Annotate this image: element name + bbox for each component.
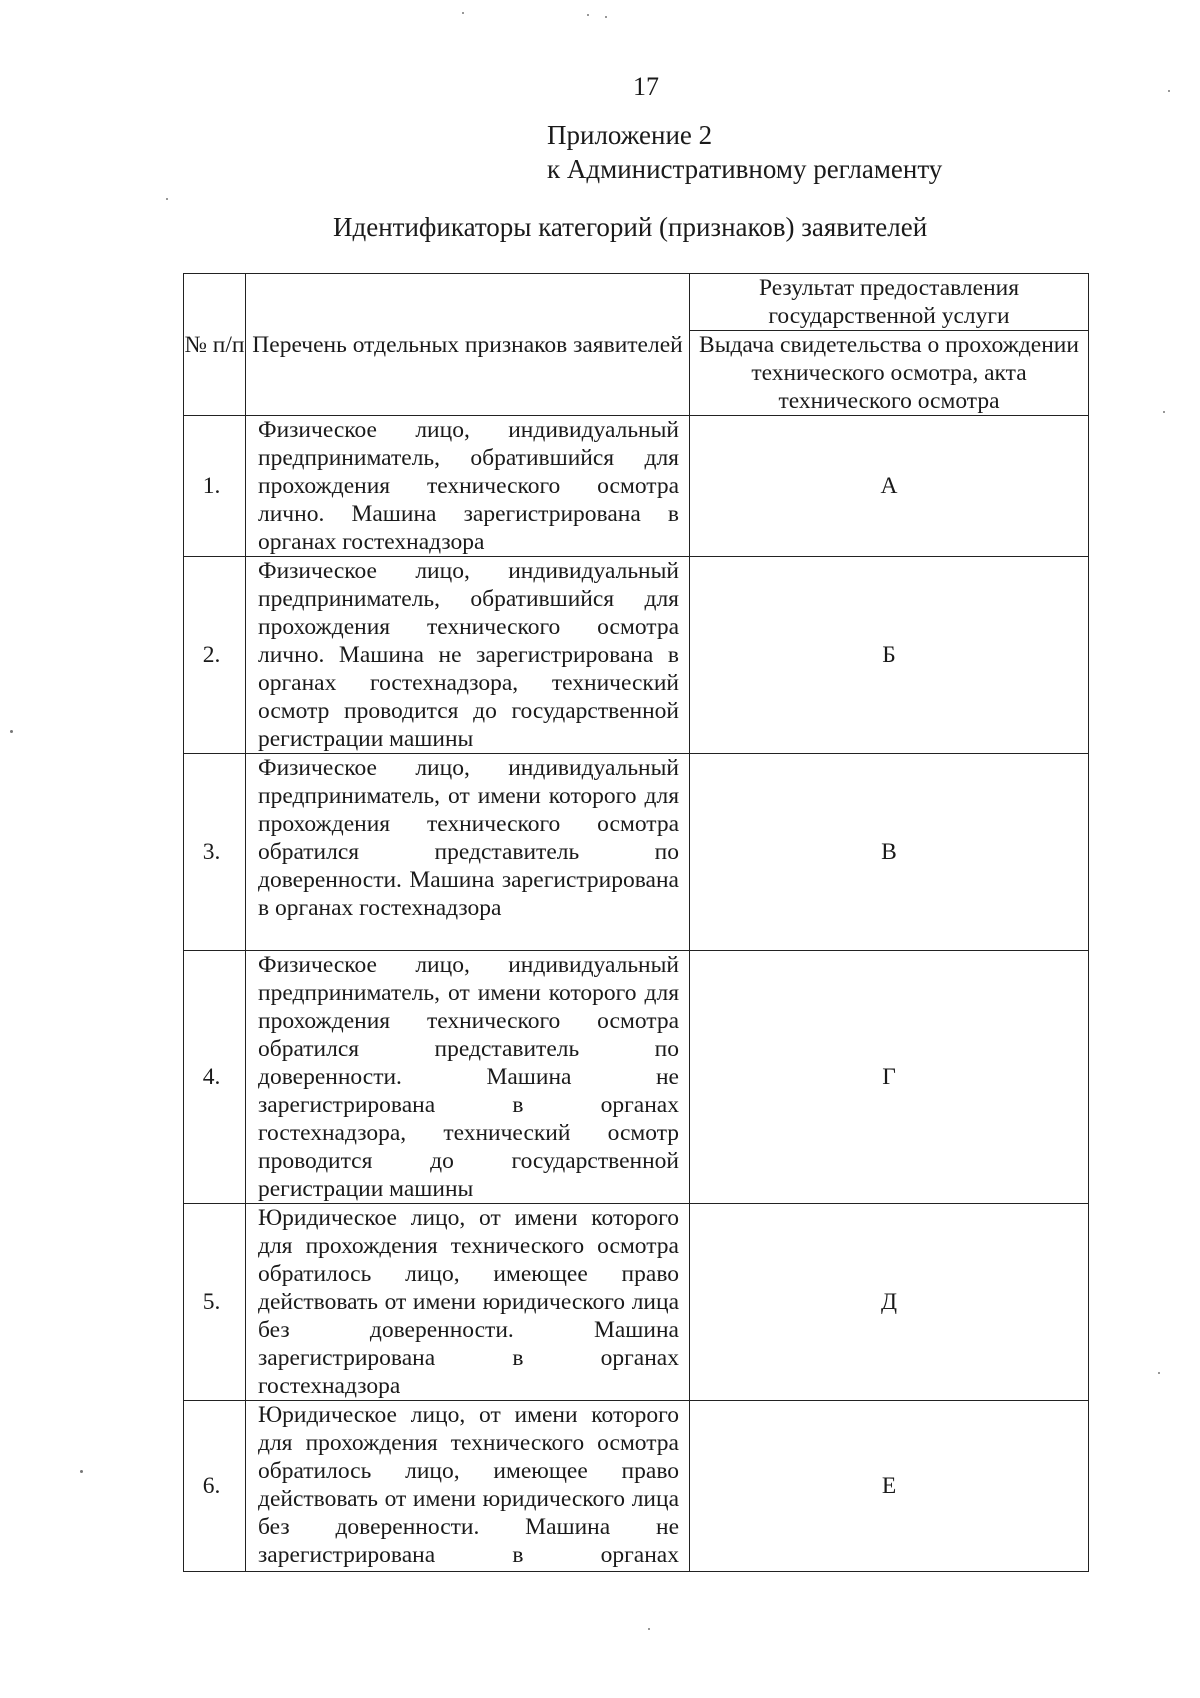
applicant-categories-table bbox=[183, 273, 1089, 1572]
table-row bbox=[184, 416, 1089, 557]
row-result-code: А bbox=[690, 416, 1089, 557]
row-number: 6. bbox=[184, 1401, 246, 1572]
scan-speck bbox=[10, 730, 13, 733]
row-result-code: Д bbox=[690, 1204, 1089, 1401]
row-number: 5. bbox=[184, 1204, 246, 1401]
header-result-group: Результат предоставления государственной услуги bbox=[690, 274, 1089, 331]
scan-speck bbox=[462, 12, 464, 14]
row-number: 3. bbox=[184, 754, 246, 951]
row-number: 2. bbox=[184, 557, 246, 754]
appendix-line-2: к Административному регламенту bbox=[547, 154, 943, 184]
row-description: Физическое лицо, индивидуальный предприниматель, от имени которого для прохождения технического осмотра обратился представитель по доверенности. Машина не зарегистрирована в органах гостехнадзора, технический осмотр проводится до государственной регистрации машины bbox=[246, 951, 690, 1204]
appendix-caption bbox=[547, 118, 942, 186]
row-result-code: В bbox=[690, 754, 1089, 951]
row-number: 1. bbox=[184, 416, 246, 557]
row-description: Юридическое лицо, от имени которого для прохождения технического осмотра обратилось лицо, имеющее право действовать от имени юридического лица без доверенности. Машина не зарегистрирована в органах bbox=[246, 1401, 690, 1572]
scan-speck bbox=[1163, 411, 1165, 413]
scan-speck bbox=[1168, 90, 1170, 92]
table-row bbox=[184, 951, 1089, 1204]
document-title: Идентификаторы категорий (признаков) заявителей bbox=[333, 212, 928, 242]
table-row bbox=[184, 1401, 1089, 1572]
row-result-code: Е bbox=[690, 1401, 1089, 1572]
appendix-line-1: Приложение 2 bbox=[547, 120, 713, 150]
row-result-code: Г bbox=[690, 951, 1089, 1204]
scan-speck bbox=[605, 16, 607, 18]
row-description: Юридическое лицо, от имени которого для прохождения технического осмотра обратилось лицо, имеющее право действовать от имени юридического лица без доверенности. Машина зарегистрирована в органах гостехнадзора bbox=[246, 1204, 690, 1401]
page-number: 17 bbox=[633, 72, 659, 101]
row-description: Физическое лицо, индивидуальный предприниматель, обратившийся для прохождения технического осмотра лично. Машина зарегистрирована в органах гостехнадзора bbox=[246, 416, 690, 557]
scan-speck bbox=[166, 198, 168, 200]
table-row bbox=[184, 1204, 1089, 1401]
row-description: Физическое лицо, индивидуальный предприниматель, обратившийся для прохождения технического осмотра лично. Машина не зарегистрирована в органах гостехнадзора, технический осмотр проводится до государственной регистрации машины bbox=[246, 557, 690, 754]
header-number: № п/п bbox=[184, 274, 246, 416]
row-description: Физическое лицо, индивидуальный предприниматель, от имени которого для прохождения технического осмотра обратился представитель по доверенности. Машина зарегистрирована в органах гостехнадзора bbox=[246, 754, 690, 951]
header-description: Перечень отдельных признаков заявителей bbox=[246, 274, 690, 416]
scan-speck bbox=[587, 14, 589, 16]
scan-speck bbox=[80, 1470, 83, 1473]
table-header-row bbox=[184, 274, 1089, 331]
scan-speck bbox=[648, 1628, 650, 1630]
table-row bbox=[184, 557, 1089, 754]
row-result-code: Б bbox=[690, 557, 1089, 754]
scan-speck bbox=[1158, 1372, 1160, 1374]
row-number: 4. bbox=[184, 951, 246, 1204]
header-result-sub: Выдача свидетельства о прохождении технического осмотра, акта технического осмотра bbox=[690, 331, 1089, 416]
table-row bbox=[184, 754, 1089, 951]
